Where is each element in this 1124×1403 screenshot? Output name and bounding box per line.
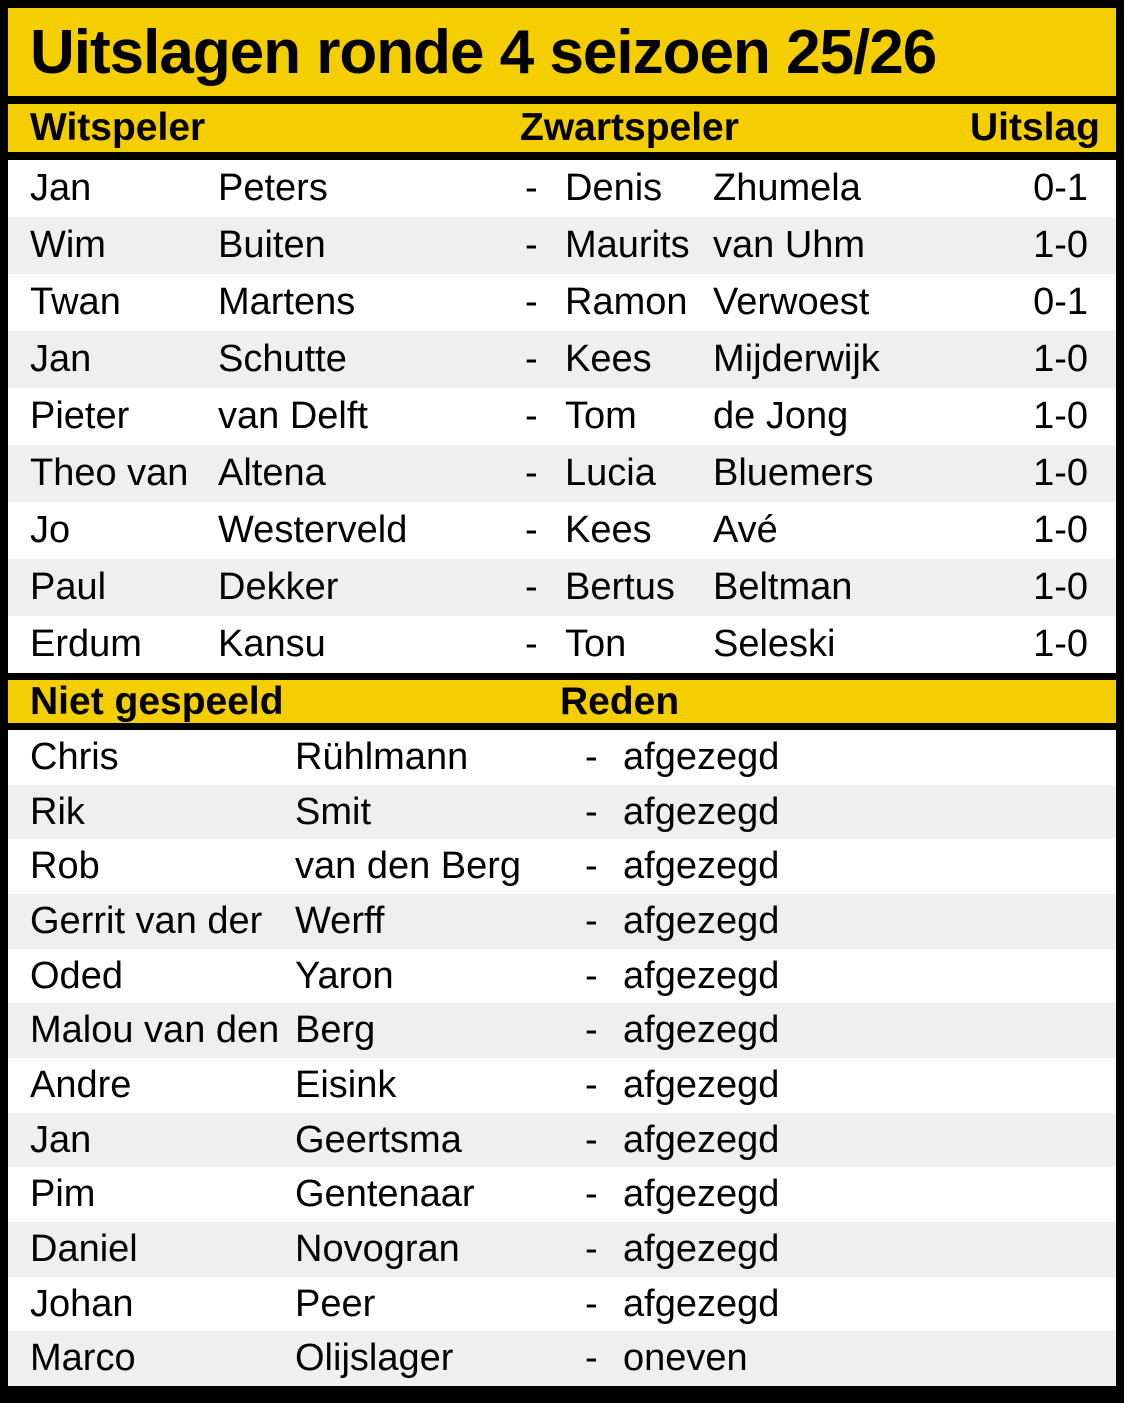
vs-dash: -: [525, 509, 538, 551]
black-last-name: Mijderwijk: [713, 338, 880, 380]
title-bar: [8, 8, 1116, 96]
black-first-name: Kees: [565, 509, 652, 551]
column-header-witspeler: Witspeler: [30, 106, 206, 149]
result-score: 0-1: [1033, 281, 1088, 323]
column-header-niet-gespeeld: Niet gespeeld: [30, 680, 284, 723]
white-first-name: Twan: [30, 281, 121, 323]
reason-dash: -: [585, 845, 598, 888]
vs-dash: -: [525, 281, 538, 323]
vs-dash: -: [525, 452, 538, 494]
black-last-name: Bluemers: [713, 452, 874, 494]
reason-text: afgezegd: [623, 1282, 780, 1325]
reason-text: afgezegd: [623, 954, 780, 997]
black-first-name: Tom: [565, 395, 637, 437]
reason-dash: -: [585, 735, 598, 778]
player-first-name: Gerrit van der: [30, 899, 263, 942]
player-last-name: Geertsma: [295, 1118, 462, 1161]
result-row: [8, 502, 1116, 559]
not-played-row: [8, 1277, 1116, 1332]
black-first-name: Denis: [565, 167, 663, 209]
result-row: [8, 217, 1116, 274]
reason-dash: -: [585, 1118, 598, 1161]
vs-dash: -: [525, 338, 538, 380]
reason-text: afgezegd: [623, 899, 780, 942]
white-last-name: Peters: [218, 167, 328, 209]
player-last-name: van den Berg: [295, 845, 522, 888]
result-score: 1-0: [1033, 452, 1088, 494]
white-last-name: Buiten: [218, 224, 326, 266]
player-first-name: Pim: [30, 1173, 96, 1216]
player-first-name: Andre: [30, 1063, 132, 1106]
white-first-name: Wim: [30, 224, 106, 266]
reason-text: afgezegd: [623, 1227, 780, 1270]
player-last-name: Gentenaar: [295, 1173, 475, 1216]
player-last-name: Peer: [295, 1282, 376, 1325]
reason-text: afgezegd: [623, 1173, 780, 1216]
white-first-name: Jan: [30, 167, 92, 209]
not-played-row: [8, 730, 1116, 785]
black-last-name: Seleski: [713, 623, 836, 665]
player-last-name: Smit: [295, 790, 371, 833]
not-played-header-row: [8, 680, 1116, 723]
reason-dash: -: [585, 1337, 598, 1380]
reason-dash: -: [585, 1173, 598, 1216]
not-played-row: [8, 1003, 1116, 1058]
not-played-row: [8, 1222, 1116, 1277]
white-last-name: Dekker: [218, 566, 339, 608]
divider: [8, 96, 1116, 104]
not-played-row: [8, 949, 1116, 1004]
reason-dash: -: [585, 1282, 598, 1325]
vs-dash: -: [525, 167, 538, 209]
result-row: [8, 616, 1116, 673]
divider: [8, 723, 1116, 730]
black-first-name: Ton: [565, 623, 627, 665]
player-first-name: Johan: [30, 1282, 134, 1325]
not-played-row: [8, 1167, 1116, 1222]
vs-dash: -: [525, 224, 538, 266]
black-last-name: Verwoest: [713, 281, 870, 323]
white-last-name: Kansu: [218, 623, 326, 665]
black-last-name: Avé: [713, 509, 778, 551]
page-title: Uitslagen ronde 4 seizoen 25/26: [30, 17, 937, 87]
black-last-name: Zhumela: [713, 167, 861, 209]
result-row: [8, 160, 1116, 217]
white-last-name: Martens: [218, 281, 356, 323]
result-score: 1-0: [1033, 623, 1088, 665]
white-first-name: Erdum: [30, 623, 142, 665]
result-score: 1-0: [1033, 509, 1088, 551]
black-first-name: Bertus: [565, 566, 675, 608]
white-last-name: Schutte: [218, 338, 347, 380]
reason-text: afgezegd: [623, 1063, 780, 1106]
divider: [8, 673, 1116, 680]
player-last-name: Novogran: [295, 1227, 460, 1270]
black-last-name: Beltman: [713, 566, 853, 608]
reason-dash: -: [585, 899, 598, 942]
reason-text: afgezegd: [623, 735, 780, 778]
vs-dash: -: [525, 623, 538, 665]
black-first-name: Maurits: [565, 224, 690, 266]
white-last-name: Westerveld: [218, 509, 408, 551]
result-row: [8, 559, 1116, 616]
white-first-name: Paul: [30, 566, 107, 608]
player-last-name: Eisink: [295, 1063, 397, 1106]
not-played-row: [8, 1113, 1116, 1168]
white-last-name: van Delft: [218, 395, 368, 437]
reason-text: afgezegd: [623, 845, 780, 888]
player-first-name: Daniel: [30, 1227, 138, 1270]
results-rows: [8, 160, 1116, 673]
black-last-name: van Uhm: [713, 224, 866, 266]
not-played-row: [8, 839, 1116, 894]
player-first-name: Jan: [30, 1118, 92, 1161]
result-score: 1-0: [1033, 395, 1088, 437]
black-first-name: Lucia: [565, 452, 656, 494]
black-first-name: Kees: [565, 338, 652, 380]
result-row: [8, 274, 1116, 331]
not-played-rows: [8, 730, 1116, 1386]
white-first-name: Jan: [30, 338, 92, 380]
result-score: 0-1: [1033, 167, 1088, 209]
reason-dash: -: [585, 954, 598, 997]
player-last-name: Olijslager: [295, 1337, 454, 1380]
divider: [8, 152, 1116, 160]
player-first-name: Oded: [30, 954, 123, 997]
player-first-name: Malou van den: [30, 1009, 280, 1052]
results-header-row: [8, 104, 1116, 152]
not-played-row: [8, 1058, 1116, 1113]
column-header-reden: Reden: [560, 680, 680, 723]
result-score: 1-0: [1033, 224, 1088, 266]
reason-text: afgezegd: [623, 790, 780, 833]
player-last-name: Berg: [295, 1009, 376, 1052]
vs-dash: -: [525, 395, 538, 437]
white-first-name: Pieter: [30, 395, 130, 437]
black-last-name: de Jong: [713, 395, 849, 437]
player-first-name: Chris: [30, 735, 119, 778]
result-row: [8, 388, 1116, 445]
reason-dash: -: [585, 1227, 598, 1270]
not-played-row: [8, 785, 1116, 840]
result-row: [8, 445, 1116, 502]
player-first-name: Rik: [30, 790, 85, 833]
player-last-name: Yaron: [295, 954, 394, 997]
reason-dash: -: [585, 1063, 598, 1106]
black-first-name: Ramon: [565, 281, 688, 323]
player-last-name: Werff: [295, 899, 385, 942]
not-played-row: [8, 894, 1116, 949]
white-first-name: Theo van: [30, 452, 189, 494]
reason-text: oneven: [623, 1337, 748, 1380]
column-header-uitslag: Uitslag: [969, 106, 1100, 149]
result-row: [8, 331, 1116, 388]
player-first-name: Marco: [30, 1337, 136, 1380]
vs-dash: -: [525, 566, 538, 608]
white-first-name: Jo: [30, 509, 71, 551]
column-header-zwartspeler: Zwartspeler: [520, 106, 739, 149]
reason-dash: -: [585, 790, 598, 833]
reason-text: afgezegd: [623, 1118, 780, 1161]
reason-dash: -: [585, 1009, 598, 1052]
result-score: 1-0: [1033, 566, 1088, 608]
result-score: 1-0: [1033, 338, 1088, 380]
not-played-row: [8, 1331, 1116, 1386]
player-last-name: Rühlmann: [295, 735, 469, 778]
player-first-name: Rob: [30, 845, 100, 888]
white-last-name: Altena: [218, 452, 326, 494]
reason-text: afgezegd: [623, 1009, 780, 1052]
